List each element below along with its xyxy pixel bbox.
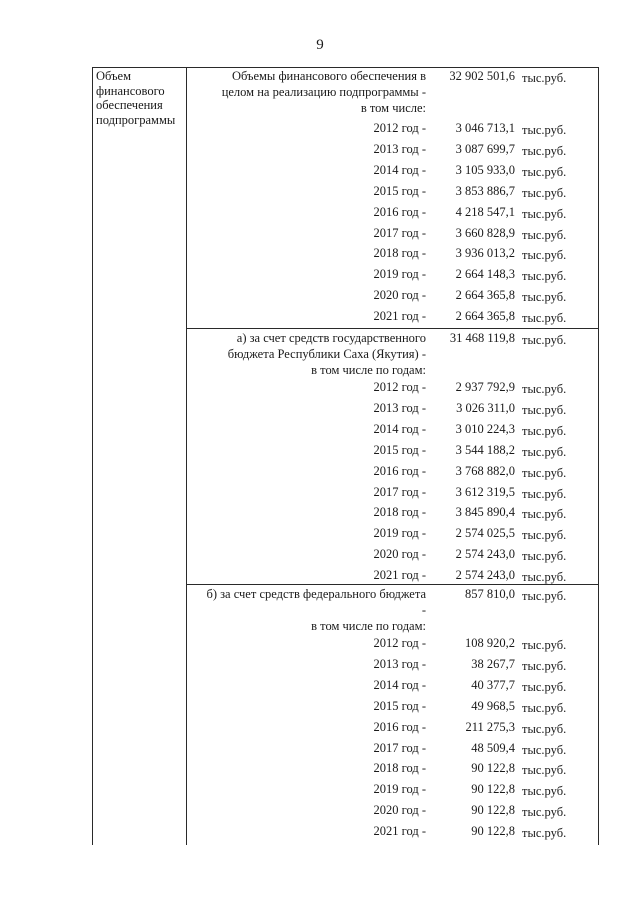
table-left-border	[92, 67, 93, 845]
label-line: финансового	[96, 83, 165, 98]
unit-label: тыс.руб.	[522, 206, 567, 221]
unit-label: тыс.руб.	[522, 227, 567, 242]
year-amount: 2 664 365,8	[455, 309, 515, 324]
year-amount: 3 936 013,2	[455, 246, 515, 261]
year-amount: 3 768 882,0	[455, 463, 515, 478]
unit-label: тыс.руб.	[522, 333, 567, 347]
year-label: 2016 год -	[373, 463, 426, 478]
unit-label: тыс.руб.	[522, 269, 567, 284]
year-label: 2020 год -	[373, 288, 426, 303]
unit-label: тыс.руб.	[522, 290, 567, 305]
year-amount: 211 275,3	[465, 719, 515, 734]
year-amount: 90 122,8	[471, 761, 515, 776]
unit-label: тыс.руб.	[522, 721, 567, 736]
heading-line: бюджета Республики Саха (Якутия) -	[227, 347, 426, 361]
year-amount: 3 087 699,7	[455, 141, 515, 156]
section-total-heading	[222, 68, 426, 116]
unit-label: тыс.руб.	[522, 763, 567, 778]
label-line: подпрограммы	[96, 112, 176, 127]
year-label: 2021 год -	[373, 568, 426, 583]
year-label: 2015 год -	[373, 698, 426, 713]
heading-line: целом на реализацию подпрограммы -	[221, 85, 426, 99]
section-federal-heading	[206, 586, 426, 634]
year-label: 2012 год -	[373, 636, 426, 650]
heading-line: в том числе по годам:	[311, 619, 426, 633]
year-amount: 3 845 890,4	[455, 505, 515, 520]
heading-line: -	[421, 603, 426, 617]
section-divider-1	[186, 328, 598, 329]
unit-label: тыс.руб.	[522, 679, 567, 694]
year-amount: 2 574 243,0	[455, 547, 515, 562]
unit-label: тыс.руб.	[522, 248, 567, 263]
label-line: обеспечения	[96, 98, 163, 112]
year-label: 2016 год -	[373, 719, 426, 734]
year-amount: 2 664 365,8	[455, 288, 515, 303]
year-amount: 3 046 713,1	[455, 121, 515, 135]
year-amount: 3 026 311,0	[456, 400, 515, 415]
heading-line: б) за счет средств федерального бюджета	[206, 587, 426, 601]
unit-label: тыс.руб.	[522, 570, 567, 585]
year-amount: 2 937 792,9	[455, 380, 515, 394]
year-label: 2017 год -	[373, 225, 426, 240]
year-amount: 3 660 828,9	[455, 225, 515, 240]
year-amount: 4 218 547,1	[455, 204, 515, 219]
year-amount: 90 122,8	[471, 824, 515, 839]
year-amount: 48 509,4	[471, 740, 515, 755]
year-amount: 49 968,5	[471, 698, 515, 713]
unit-label: тыс.руб.	[522, 486, 567, 501]
section-regional-amount: 31 468 119,8	[449, 331, 515, 345]
year-amount: 3 105 933,0	[455, 162, 515, 177]
unit-label: тыс.руб.	[522, 71, 567, 85]
year-label: 2012 год -	[373, 380, 426, 394]
unit-label: тыс.руб.	[522, 185, 567, 200]
year-label: 2014 год -	[373, 677, 426, 692]
year-label: 2015 год -	[373, 442, 426, 457]
year-label: 2020 год -	[373, 803, 426, 818]
year-amount: 3 853 886,7	[455, 183, 515, 198]
year-amount: 2 574 025,5	[455, 526, 515, 541]
heading-line: в том числе:	[360, 101, 426, 115]
year-label: 2013 год -	[373, 656, 426, 671]
unit-label: тыс.руб.	[522, 549, 567, 564]
unit-label: тыс.руб.	[522, 423, 567, 438]
table-right-border	[598, 67, 599, 845]
year-label: 2019 год -	[373, 782, 426, 797]
section-federal-amount: 857 810,0	[465, 587, 515, 601]
unit-label: тыс.руб.	[522, 123, 567, 137]
year-amount: 2 574 243,0	[455, 568, 515, 583]
year-label: 2019 год -	[373, 267, 426, 282]
unit-label: тыс.руб.	[522, 143, 567, 158]
unit-label: тыс.руб.	[522, 444, 567, 459]
year-label: 2019 год -	[373, 526, 426, 541]
unit-label: тыс.руб.	[522, 528, 567, 543]
heading-line: Объемы финансового обеспечения в	[231, 69, 426, 83]
year-label: 2015 год -	[373, 183, 426, 198]
unit-label: тыс.руб.	[522, 589, 567, 603]
year-label: 2017 год -	[373, 484, 426, 499]
year-label: 2013 год -	[373, 400, 426, 415]
section-total-amount: 32 902 501,6	[449, 69, 515, 83]
year-label: 2018 год -	[373, 505, 426, 520]
unit-label: тыс.руб.	[522, 402, 567, 417]
heading-line: а) за счет средств государственного	[236, 331, 426, 345]
unit-label: тыс.руб.	[522, 826, 567, 841]
unit-label: тыс.руб.	[522, 638, 567, 652]
label-line: Объем	[96, 69, 131, 83]
year-amount: 90 122,8	[471, 803, 515, 818]
section-regional-heading	[228, 330, 426, 378]
year-label: 2021 год -	[373, 824, 426, 839]
unit-label: тыс.руб.	[522, 507, 567, 522]
heading-line: в том числе по годам:	[311, 363, 426, 377]
unit-label: тыс.руб.	[522, 465, 567, 480]
unit-label: тыс.руб.	[522, 700, 567, 715]
page-number: 9	[316, 37, 324, 53]
unit-label: тыс.руб.	[522, 311, 567, 326]
year-amount: 3 544 188,2	[455, 442, 515, 457]
year-amount: 3 612 319,5	[455, 484, 515, 499]
subprogram-funding-label	[96, 69, 186, 127]
year-label: 2017 год -	[373, 740, 426, 755]
year-label: 2016 год -	[373, 204, 426, 219]
year-amount: 2 664 148,3	[455, 267, 515, 282]
unit-label: тыс.руб.	[522, 658, 567, 673]
year-label: 2018 год -	[373, 761, 426, 776]
year-amount: 108 920,2	[465, 636, 515, 650]
year-label: 2014 год -	[373, 421, 426, 436]
year-label: 2014 год -	[373, 162, 426, 177]
unit-label: тыс.руб.	[522, 784, 567, 799]
year-amount: 38 267,7	[471, 656, 515, 671]
year-amount: 3 010 224,3	[455, 421, 515, 436]
year-amount: 90 122,8	[471, 782, 515, 797]
year-label: 2018 год -	[373, 246, 426, 261]
year-amount: 40 377,7	[471, 677, 515, 692]
year-label: 2020 год -	[373, 547, 426, 562]
year-label: 2021 год -	[373, 309, 426, 324]
year-label: 2013 год -	[373, 141, 426, 156]
unit-label: тыс.руб.	[522, 164, 567, 179]
unit-label: тыс.руб.	[522, 805, 567, 820]
year-label: 2012 год -	[373, 121, 426, 135]
unit-label: тыс.руб.	[522, 742, 567, 757]
unit-label: тыс.руб.	[522, 382, 567, 396]
column-divider	[186, 67, 187, 845]
